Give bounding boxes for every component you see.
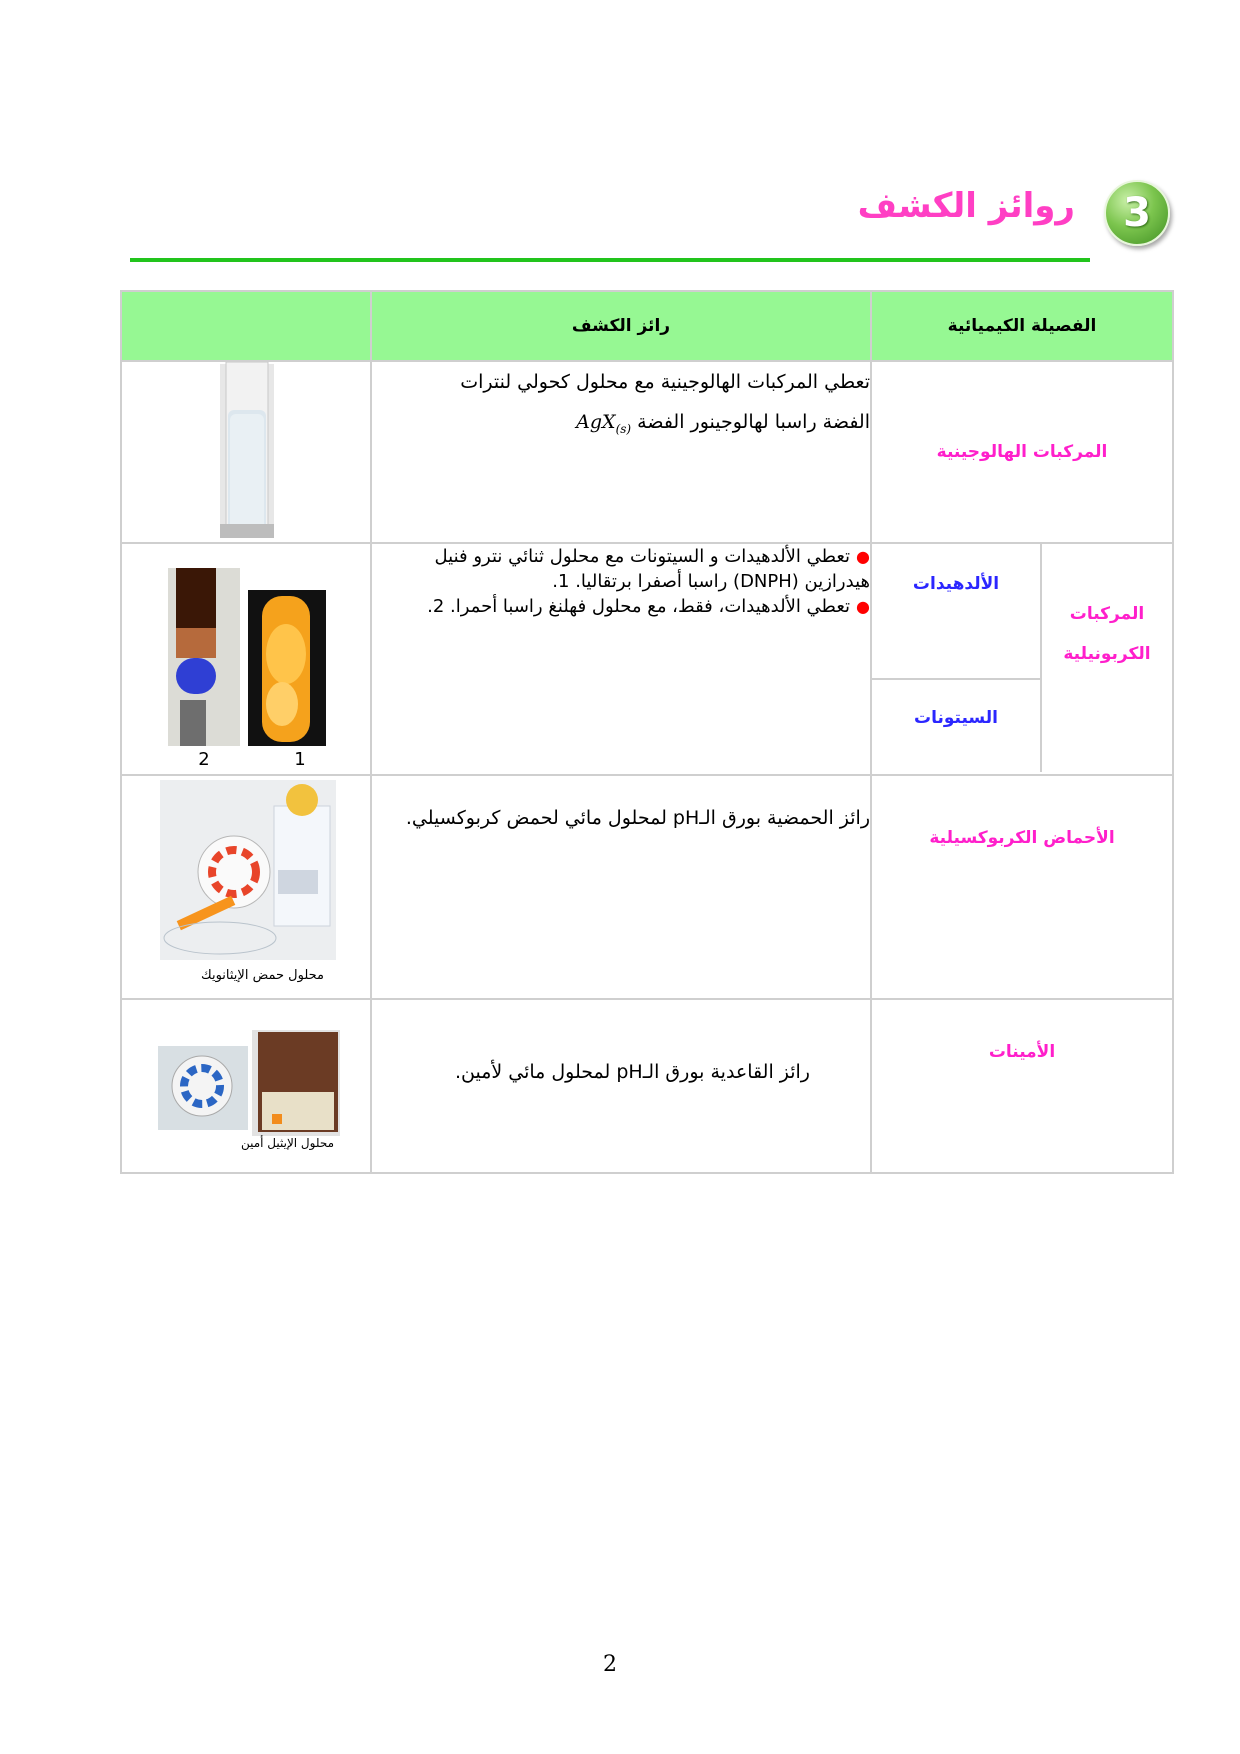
family-carbonyl-label-2: الكربونيلية	[1063, 644, 1151, 664]
tests-table	[120, 290, 1174, 1174]
table-row	[121, 543, 1173, 775]
subfamily-aldehydes: الألدهيدات	[872, 544, 1041, 679]
header-image	[121, 291, 371, 361]
table-header-row	[121, 291, 1173, 361]
title-underline	[130, 258, 1090, 262]
test-amine: رائز القاعدية بورق الـpH لمحلول مائي لأمين.	[371, 999, 871, 1173]
header-test: رائز الكشف	[371, 291, 871, 361]
amine-caption: محلول الإيثيل أمين	[240, 1136, 334, 1150]
subfamily-ketones: السيتونات	[914, 708, 998, 728]
bullet-item: ●تعطي الألدهيدات و السيتونات مع محلول ثنائي نترو فنيل هيدرازين (DNPH) راسبا أصفرا برتقاليا. 1.	[434, 546, 870, 592]
table-row	[121, 775, 1173, 999]
formula-agx: AgX$_{(s)}$	[576, 411, 632, 436]
tube-label-2: 2	[198, 749, 210, 770]
bullet-item: ●تعطي الألدهيدات، فقط، مع محلول فهلنغ راسبا أحمرا. 2.	[427, 596, 870, 617]
image-carbonyl	[121, 543, 371, 775]
header-family: الفصيلة الكيميائية	[871, 291, 1173, 361]
family-amines: الأمينات	[871, 999, 1173, 1173]
test-acid: رائز الحمضية بورق الـpH لمحلول مائي لحمض كربوكسيلي.	[371, 775, 871, 999]
test-halogen: تعطي المركبات الهالوجينية مع محلول كحولي لنترات الفضة راسبا لهالوجينور الفضة AgX$_{(s)}$	[371, 361, 871, 543]
test-carbonyl	[371, 543, 871, 775]
section-title: روائز الكشف	[857, 186, 1075, 226]
section-header	[170, 180, 1170, 250]
image-halogen	[121, 361, 371, 543]
ph-paper-acid-image	[124, 776, 370, 994]
image-amine	[121, 999, 371, 1173]
family-halogen: المركبات الهالوجينية	[871, 361, 1173, 543]
tube-label-1: 1	[294, 749, 306, 770]
family-carbonyl-label-1: المركبات	[1069, 604, 1145, 624]
family-carbonyl	[871, 543, 1173, 775]
acid-caption: محلول حمض الإيثانويك	[201, 968, 324, 983]
page-number: 2	[603, 1652, 617, 1677]
dnph-fehling-tubes-image	[124, 544, 370, 770]
image-acid	[121, 775, 371, 999]
table-row	[121, 361, 1173, 543]
family-acids: الأحماض الكربوكسيلية	[871, 775, 1173, 999]
table-row	[121, 999, 1173, 1173]
test-tube-precipitate-image	[124, 362, 370, 538]
section-number-badge: 3	[1104, 180, 1170, 246]
